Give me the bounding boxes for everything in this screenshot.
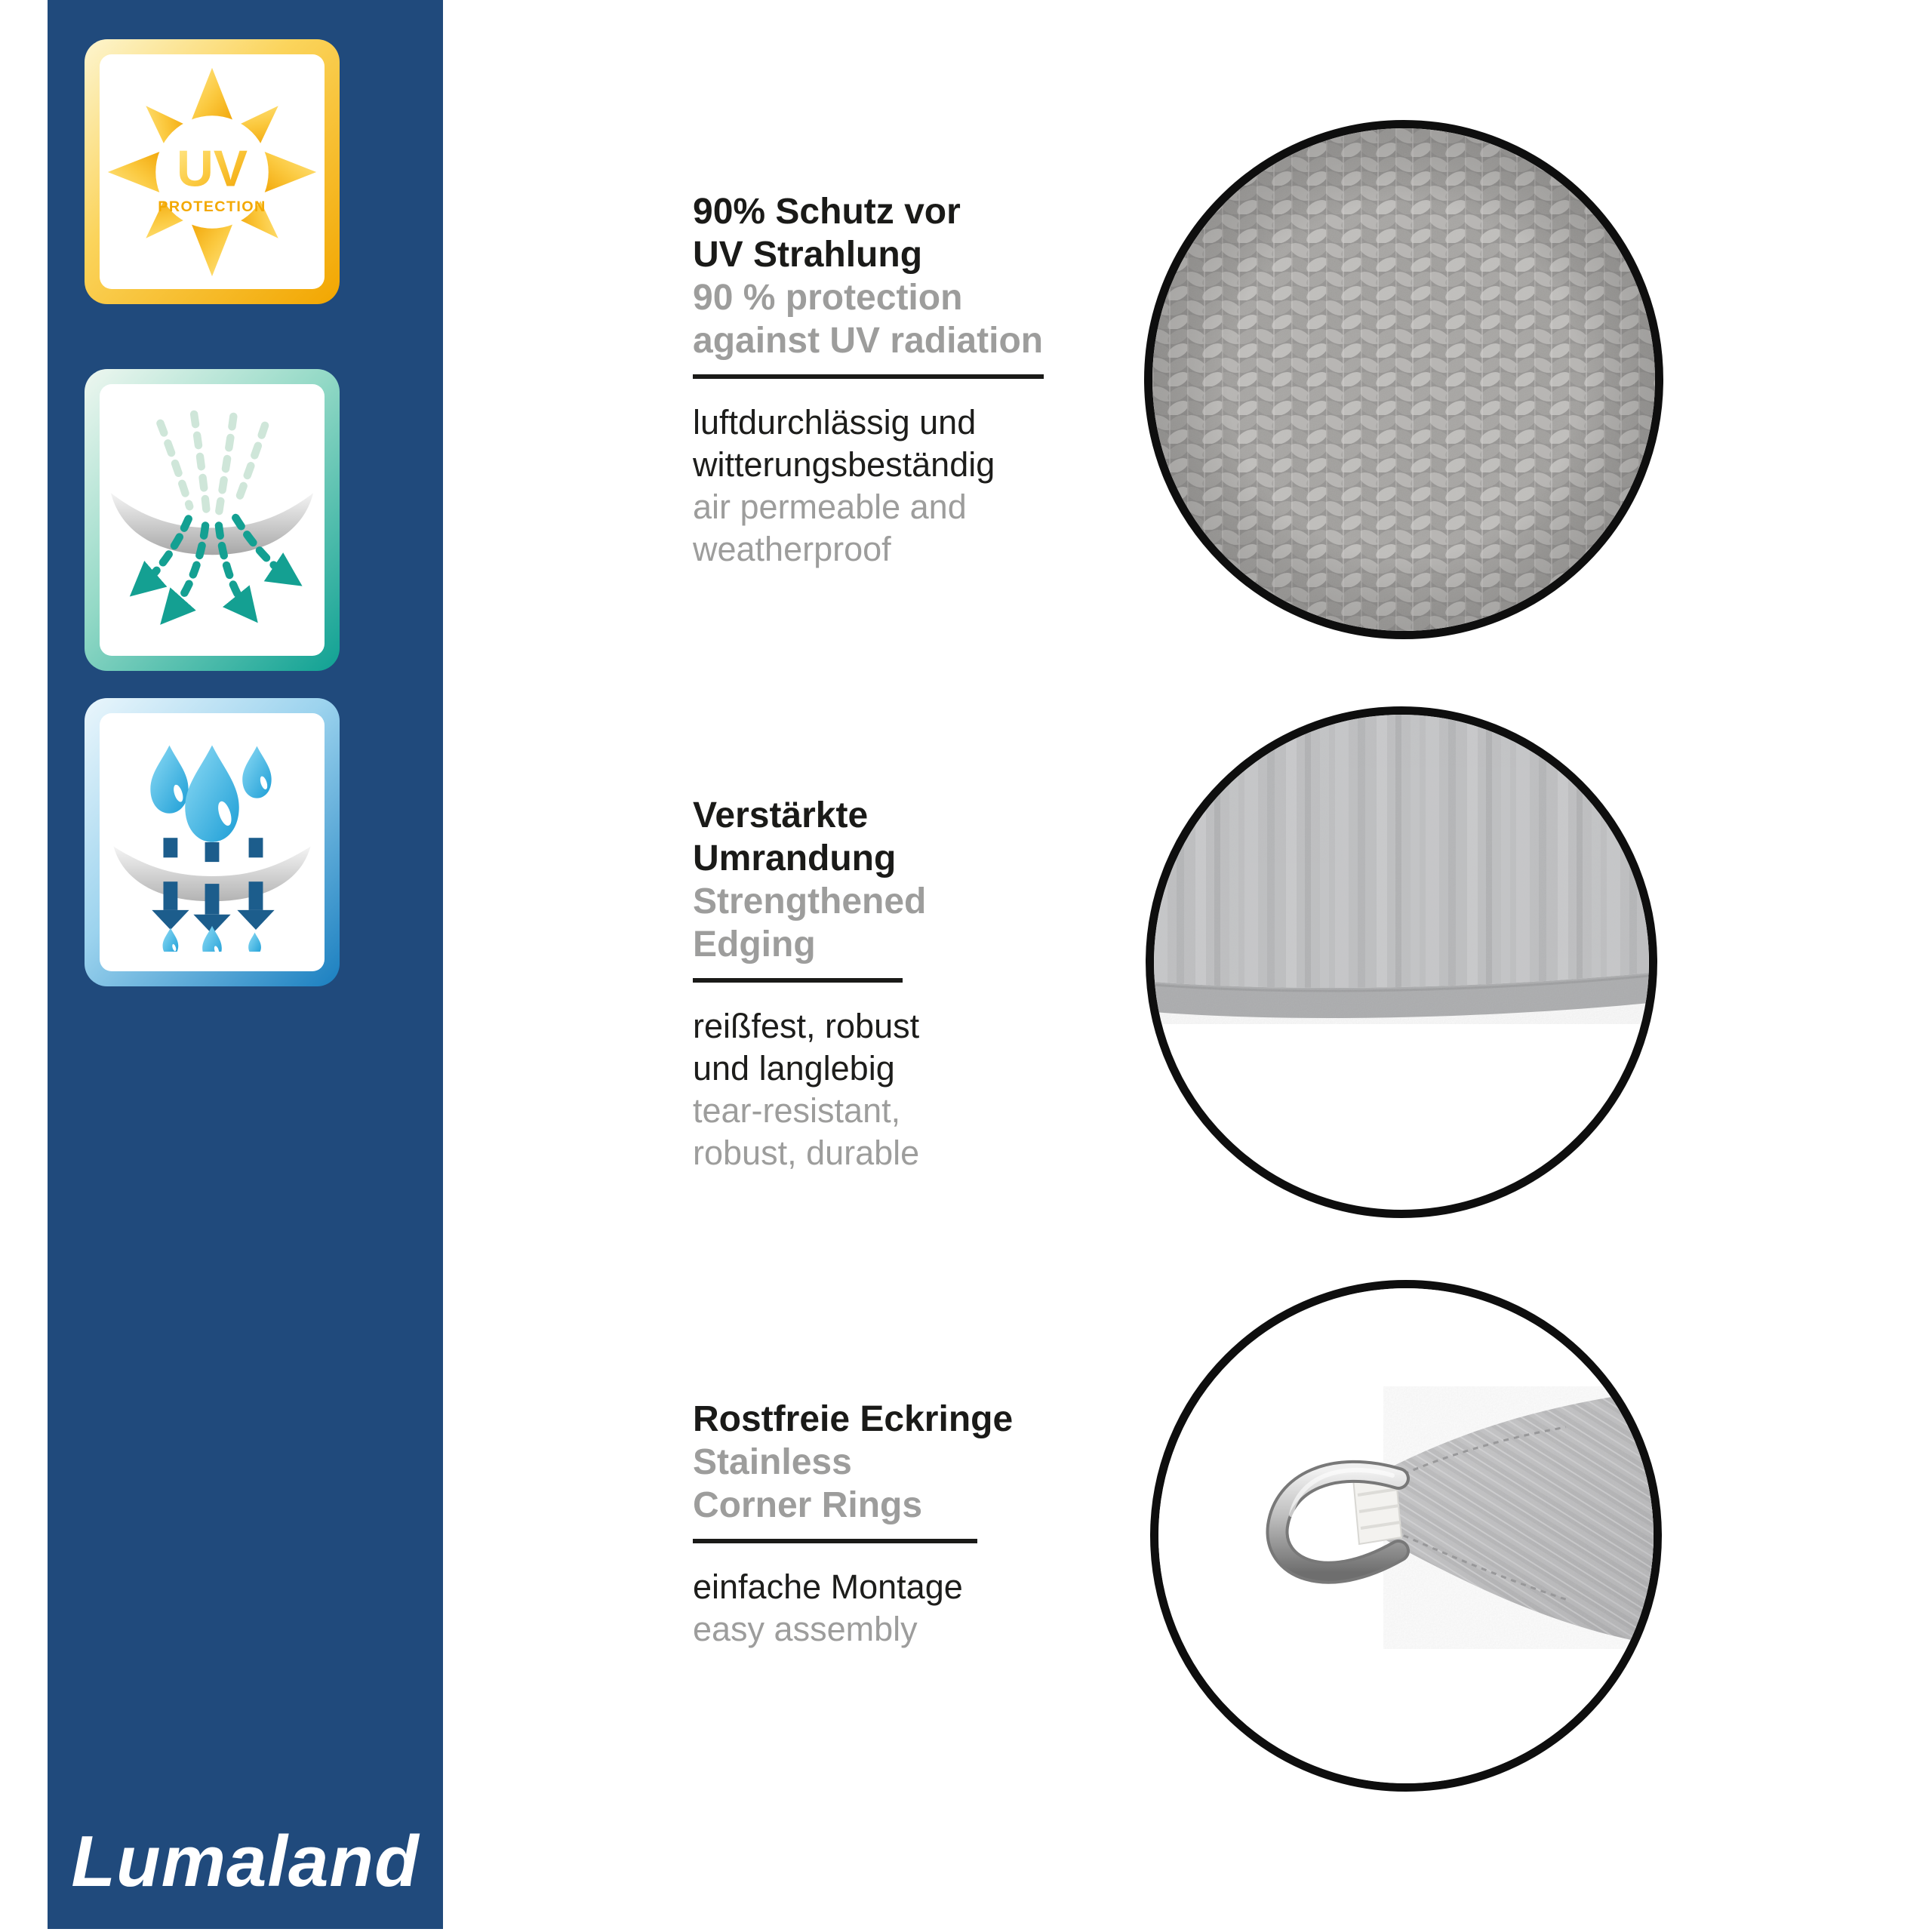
- air-permeable-badge: [85, 369, 340, 671]
- title-line: Strengthened: [693, 881, 927, 921]
- feature-strengthened-edging: [693, 794, 1146, 1174]
- feature-corner-rings: [693, 1398, 1146, 1651]
- title-line: Umrandung: [693, 838, 897, 878]
- feature-desc-de: [693, 1566, 1146, 1608]
- desc-line: air permeable and: [693, 488, 967, 526]
- desc-line: easy assembly: [693, 1610, 918, 1648]
- title-line: UV Strahlung: [693, 235, 923, 275]
- brand-logo: Lumaland: [71, 1821, 420, 1902]
- title-line: Corner Rings: [693, 1485, 923, 1525]
- feature-desc-en: [693, 1090, 1146, 1174]
- big-drops: [150, 746, 271, 842]
- feature-uv-protection: [693, 190, 1146, 571]
- water-drainage-icon: [100, 713, 325, 971]
- title-line: 90 % protection: [693, 278, 963, 318]
- d-ring-image: [1158, 1288, 1654, 1783]
- divider-line: [693, 1539, 977, 1543]
- desc-line: weatherproof: [693, 530, 891, 568]
- title-line: Verstärkte: [693, 795, 869, 835]
- uv-label: UV: [176, 140, 248, 197]
- desc-line: und langlebig: [693, 1049, 895, 1088]
- down-arrows: [152, 838, 274, 934]
- uv-protection-icon: [100, 54, 325, 289]
- feature-title-en: [693, 880, 1146, 966]
- feature-title-en: [693, 1441, 1146, 1527]
- photo-strengthened-edge: [1146, 706, 1657, 1218]
- fabric-edge-image: [1154, 715, 1649, 1210]
- divider-line: [693, 374, 1044, 379]
- desc-line: reißfest, robust: [693, 1007, 920, 1045]
- feature-desc-de: [693, 401, 1146, 486]
- feature-title-de: [693, 190, 1146, 276]
- desc-line: einfache Montage: [693, 1567, 963, 1606]
- sun-uv-icon: [106, 66, 318, 278]
- water-drops-icon: [103, 733, 321, 952]
- feature-desc-en: [693, 486, 1146, 571]
- water-drainage-badge: [85, 698, 340, 986]
- title-line: against UV radiation: [693, 321, 1044, 361]
- fabric-weave-image: [1152, 128, 1655, 631]
- desc-line: robust, durable: [693, 1134, 920, 1172]
- feature-desc-de: [693, 1005, 1146, 1090]
- desc-line: witterungsbeständig: [693, 445, 995, 484]
- desc-line: tear-resistant,: [693, 1091, 901, 1130]
- air-permeable-icon: [100, 384, 325, 656]
- air-in-arrows: [160, 414, 265, 513]
- feature-title-de: [693, 794, 1146, 880]
- desc-line: luftdurchlässig und: [693, 403, 977, 441]
- title-line: 90% Schutz vor: [693, 192, 961, 232]
- fabric-sheet: [111, 493, 313, 555]
- title-line: Rostfreie Eckringe: [693, 1399, 1014, 1439]
- protection-label: PROTECTION: [158, 198, 266, 215]
- title-line: Stainless: [693, 1442, 852, 1482]
- feature-title-de: [693, 1398, 1146, 1441]
- small-drops: [163, 926, 261, 952]
- airflow-fabric-icon: [100, 407, 325, 633]
- photo-fabric-weave: [1144, 120, 1663, 639]
- feature-desc-en: [693, 1608, 1146, 1651]
- uv-protection-badge: [85, 39, 340, 304]
- feature-title-en: [693, 276, 1146, 362]
- title-line: Edging: [693, 924, 816, 964]
- photo-corner-d-ring: [1150, 1280, 1662, 1792]
- divider-line: [693, 978, 903, 983]
